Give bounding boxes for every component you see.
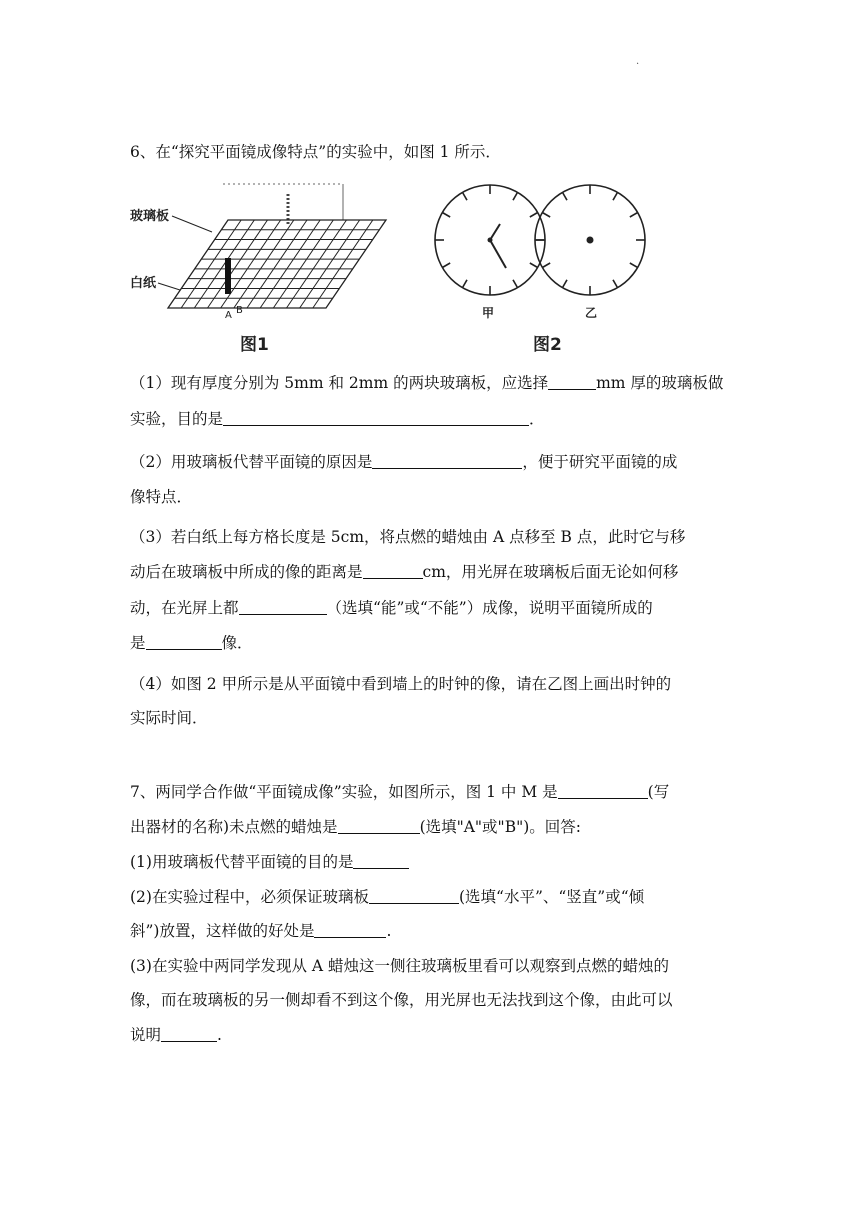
q6-part2-line2: 像特点． <box>130 488 193 506</box>
answer-blank-11[interactable] <box>314 921 386 938</box>
q7-l4-text-a: (2)在实验过程中，必须保证玻璃板 <box>130 888 369 906</box>
q7-l5-text-b: . <box>386 922 392 940</box>
answer-blank-12[interactable] <box>161 1025 217 1042</box>
grid-line <box>234 220 294 308</box>
q7-l2-text-a: 出器材的名称)未点燃的蜡烛是 <box>130 818 338 836</box>
q6-p3-text-b: 动后在玻璃板中所成的像的距离是 <box>130 563 363 581</box>
clock-tick <box>530 213 538 218</box>
caption-figure-1: 图1 <box>240 335 269 354</box>
clock-hour-hand <box>490 224 500 240</box>
q7-line7: 像，而在玻璃板的另一侧却看不到这个像，用光屏也无法找到这个像，由此可以 <box>130 991 673 1009</box>
clock-tick <box>563 280 568 288</box>
q7-line8 <box>130 1024 222 1046</box>
q6-part1-line1 <box>130 372 723 394</box>
q6-p1-text-c: 实验，目的是 <box>130 410 224 428</box>
candle-a-icon <box>225 258 231 294</box>
clock-tick <box>542 263 550 268</box>
q7-line3 <box>130 851 409 873</box>
clock-tick <box>563 192 568 200</box>
answer-blank-9[interactable] <box>353 852 409 869</box>
answer-blank-6[interactable] <box>146 633 222 650</box>
q7-line2 <box>130 816 581 838</box>
figure-svg <box>128 182 648 354</box>
q6-part3-line1: （3）若白纸上每方格长度是 5cm，将点燃的蜡烛由 A 点移至 B 点，此时它与移 <box>130 528 686 546</box>
q7-l4-text-b: (选填“水平”、“竖直”或“倾 <box>458 888 645 906</box>
clock-tick <box>542 213 550 218</box>
q6-p2-text-a: （2）用玻璃板代替平面镜的原因是 <box>130 453 373 471</box>
q6-part3-line3 <box>130 597 653 619</box>
q6-part2-line1 <box>130 451 677 473</box>
q7-l1-text-a: 7、两同学合作做“平面镜成像”实验，如图所示，图 1 中 M 是 <box>130 783 558 801</box>
clock-tick <box>463 192 468 200</box>
clock-minute-hand <box>490 240 506 268</box>
grid-line <box>260 220 320 308</box>
answer-blank-3[interactable] <box>372 452 522 469</box>
q7-l3-text-a: (1)用玻璃板代替平面镜的目的是 <box>130 853 354 871</box>
q6-part3-line4 <box>130 632 253 654</box>
q6-part4-line1: （4）如图 2 甲所示是从平面镜中看到墙上的时钟的像，请在乙图上画出时钟的 <box>130 675 672 693</box>
clock-tick <box>613 192 618 200</box>
q7-l1-text-b: (写 <box>647 783 670 801</box>
q6-part3-line2 <box>130 561 678 583</box>
clock-tick <box>463 280 468 288</box>
q6-p1-text-b: mm 厚的玻璃板做 <box>596 374 724 392</box>
grid-paper <box>168 220 386 308</box>
clock-tick <box>630 213 638 218</box>
q7-line5 <box>130 920 391 942</box>
label-a: A <box>225 310 232 321</box>
grid-line <box>300 220 360 308</box>
grid-line <box>247 220 307 308</box>
grid-line <box>181 220 241 308</box>
q6-p3-text-c: cm，用光屏在玻璃板后面无论如何移 <box>422 563 679 581</box>
clock-tick <box>442 213 450 218</box>
caption-figure-2: 图2 <box>533 335 562 354</box>
clock-tick <box>630 263 638 268</box>
label-clock-jia: 甲 <box>482 306 495 320</box>
q7-l2-text-b: (选填"A"或"B")。回答: <box>419 818 581 836</box>
q7-l8-text-a: 说明 <box>130 1026 162 1044</box>
q7-l5-text-a: 斜”)放置，这样做的好处是 <box>130 922 315 940</box>
label-glass-pointer <box>172 216 212 232</box>
q7-line4 <box>130 886 644 908</box>
q7-line1 <box>130 781 669 803</box>
q6-p2-text-b: ，便于研究平面镜的成 <box>522 453 678 471</box>
q6-p3-text-e: （选填“能”或“不能”）成像，说明平面镜所成的 <box>326 599 653 617</box>
answer-blank-10[interactable] <box>369 887 459 904</box>
grid-line <box>194 220 254 308</box>
q7-line6: (3)在实验中两同学发现从 A 蜡烛这一侧往玻璃板里看可以观察到点燃的蜡烛的 <box>130 957 670 975</box>
q6-p1-text-d: ． <box>529 410 545 428</box>
clock-tick <box>442 263 450 268</box>
page-mark: . <box>636 56 640 67</box>
figure-area <box>128 182 648 354</box>
grid-line <box>313 220 373 308</box>
label-clock-yi: 乙 <box>585 306 598 320</box>
q6-p3-text-f: 是 <box>130 634 146 652</box>
answer-blank-4[interactable] <box>363 562 423 579</box>
answer-blank-2[interactable] <box>223 409 529 426</box>
clock-yi <box>535 185 645 295</box>
answer-blank-8[interactable] <box>338 817 420 834</box>
answer-blank-5[interactable] <box>239 598 327 615</box>
q6-part1-line2 <box>130 408 545 430</box>
label-paper: 白纸 <box>130 276 157 291</box>
q6-part4-line2: 实际时间． <box>130 709 208 727</box>
q7-l8-text-b: . <box>217 1026 222 1044</box>
grid-line <box>287 220 347 308</box>
q6-p3-text-d: 动，在光屏上都 <box>130 599 239 617</box>
clock-tick <box>513 192 518 200</box>
q6-title: 6、在“探究平面镜成像特点”的实验中，如图 1 所示． <box>130 143 501 161</box>
label-b: B <box>236 305 243 316</box>
q6-p1-text-a: （1）现有厚度分别为 5mm 和 2mm 的两块玻璃板，应选择 <box>130 374 549 392</box>
grid-line <box>208 220 268 308</box>
q6-p3-text-g: 像． <box>221 634 253 652</box>
clock-tick <box>530 263 538 268</box>
clock-tick <box>613 280 618 288</box>
answer-blank-1[interactable] <box>548 373 596 390</box>
clock-tick <box>513 280 518 288</box>
answer-blank-7[interactable] <box>558 782 648 799</box>
grid-line <box>273 220 333 308</box>
label-glass: 玻璃板 <box>130 209 170 224</box>
label-paper-pointer <box>158 283 180 290</box>
clock-jia <box>435 185 545 295</box>
